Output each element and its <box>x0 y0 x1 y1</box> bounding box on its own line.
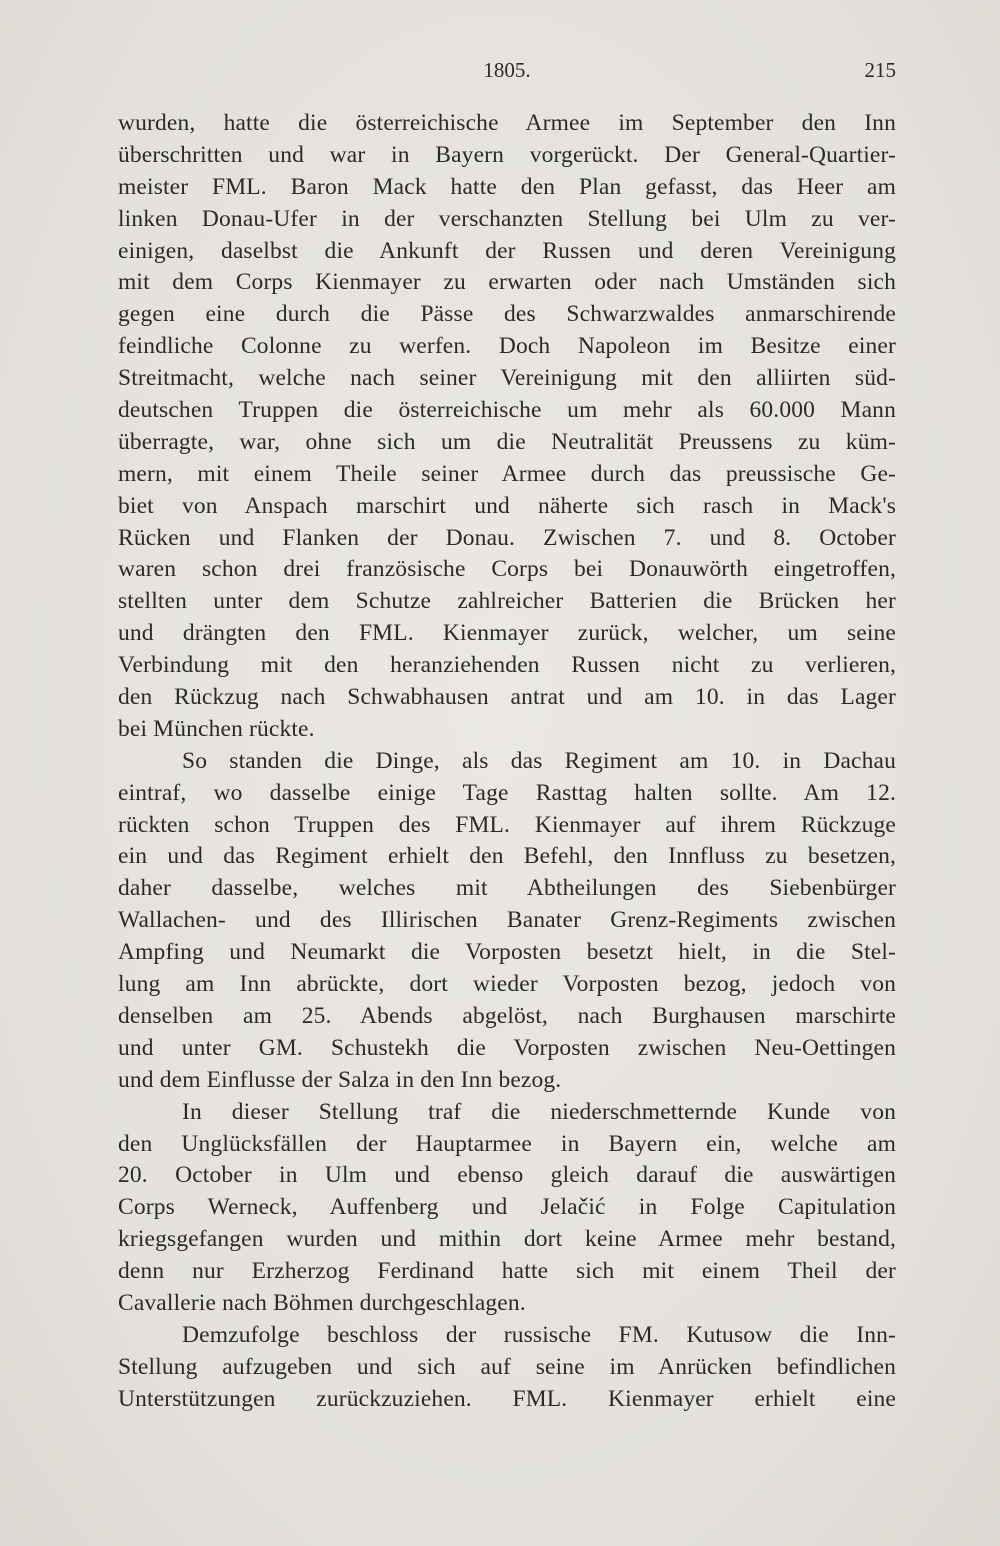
text-line: Verbindung mit den heranziehenden Russen nicht zu verlieren, <box>118 652 896 679</box>
paragraph <box>118 1320 896 1416</box>
text-line: Streitmacht, welche nach seiner Vereinigung mit den alliirten süd- <box>118 365 896 392</box>
text-line: stellten unter dem Schutze zahlreicher Batterien die Brücken her <box>118 588 896 615</box>
text-line: denselben am 25. Abends abgelöst, nach Burghausen marschirte <box>118 1002 896 1029</box>
text-line: denn nur Erzherzog Ferdinand hatte sich mit einem Theil der <box>118 1258 896 1285</box>
text-line: lung am Inn abrückte, dort wieder Vorposten bezog, jedoch von <box>118 971 896 998</box>
text-line: kriegsgefangen wurden und mithin dort keine Armee mehr bestand, <box>118 1226 896 1253</box>
text-line: wurden, hatte die österreichische Armee im September den Inn <box>118 110 896 136</box>
text-line: meister FML. Baron Mack hatte den Plan gefasst, das Heer am <box>118 173 896 200</box>
text-line: und drängten den FML. Kienmayer zurück, welcher, um seine <box>118 620 896 647</box>
text-line: So standen die Dinge, als das Regiment am 10. in Dachau <box>182 747 896 774</box>
text-line: gegen eine durch die Pässe des Schwarzwaldes anmarschirende <box>118 301 896 328</box>
text-line: deutschen Truppen die österreichische um mehr als 60.000 Mann <box>118 397 896 424</box>
page-body-text <box>118 108 896 1416</box>
text-line: überragte, war, ohne sich um die Neutralität Preussens zu küm- <box>118 428 896 455</box>
text-line: und dem Einflusse der Salza in den Inn bezog. <box>118 1066 562 1093</box>
text-line: Ampfing und Neumarkt die Vorposten besetzt hielt, in die Stel- <box>118 939 896 966</box>
header-year: 1805. <box>483 58 531 82</box>
text-line: mit dem Corps Kienmayer zu erwarten oder nach Umständen sich <box>118 269 896 296</box>
text-line: Demzufolge beschloss der russische FM. Kutusow die Inn- <box>182 1321 896 1348</box>
text-line: den Rückzug nach Schwabhausen antrat und am 10. in das Lager <box>118 684 896 711</box>
text-line: Corps Werneck, Auffenberg und Jelačić in Folge Capitulation <box>118 1194 896 1221</box>
text-line: Wallachen- und des Illirischen Banater Grenz-Regiments zwischen <box>118 907 896 934</box>
paragraph <box>118 108 896 746</box>
text-line: und unter GM. Schustekh die Vorposten zwischen Neu-Oettingen <box>118 1034 896 1061</box>
text-line: mern, mit einem Theile seiner Armee durch das preussische Ge- <box>118 460 896 487</box>
text-line: daher dasselbe, welches mit Abtheilungen des Siebenbürger <box>118 875 896 902</box>
text-line: ein und das Regiment erhielt den Befehl, den Innfluss zu besetzen, <box>118 843 896 870</box>
text-line: den Unglücksfällen der Hauptarmee in Bayern ein, welche am <box>118 1130 896 1157</box>
text-line: Unterstützungen zurückzuziehen. FML. Kienmayer erhielt eine <box>118 1385 896 1412</box>
text-line: Stellung aufzugeben und sich auf seine im Anrücken befindlichen <box>118 1353 896 1380</box>
text-line: biet von Anspach marschirt und näherte sich rasch in Mack's <box>118 492 896 519</box>
text-line: Cavallerie nach Böhmen durchgeschlagen. <box>118 1289 526 1316</box>
running-header <box>118 58 896 88</box>
page-number: 215 <box>864 58 896 82</box>
text-line: 20. October in Ulm und ebenso gleich darauf die auswärtigen <box>118 1162 896 1189</box>
text-line: bei München rückte. <box>118 715 315 742</box>
text-line: linken Donau-Ufer in der verschanzten Stellung bei Ulm zu ver- <box>118 205 896 232</box>
text-line: einigen, daselbst die Ankunft der Russen und deren Vereinigung <box>118 237 896 264</box>
text-line: waren schon drei französische Corps bei Donauwörth eingetroffen, <box>118 556 896 583</box>
text-line: überschritten und war in Bayern vorgerückt. Der General-Quartier- <box>118 141 896 168</box>
text-line: eintraf, wo dasselbe einige Tage Rasttag halten sollte. Am 12. <box>118 779 896 806</box>
text-line: Rücken und Flanken der Donau. Zwischen 7. und 8. October <box>118 524 896 551</box>
text-line: feindliche Colonne zu werfen. Doch Napoleon im Besitze einer <box>118 333 896 360</box>
text-line: rückten schon Truppen des FML. Kienmayer auf ihrem Rückzuge <box>118 811 896 838</box>
paragraph <box>118 1097 896 1320</box>
paragraph <box>118 746 896 1097</box>
text-line: In dieser Stellung traf die niederschmetternde Kunde von <box>182 1098 896 1125</box>
